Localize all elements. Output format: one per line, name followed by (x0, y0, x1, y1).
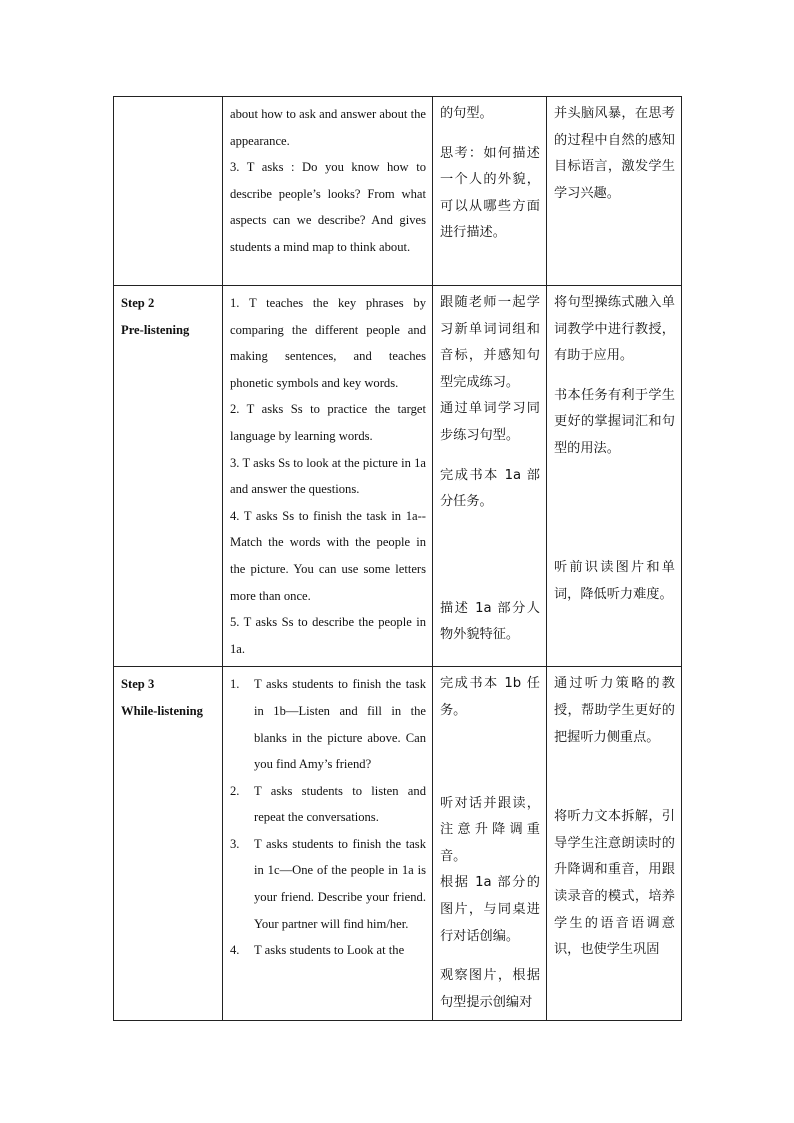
teacher-activity-text: T asks students to Look at the (254, 943, 405, 958)
list-item: 1. T asks students to finish the task in 1b—Listen and fill in the blanks in the picture above. Can you find Amy’s friend? (230, 671, 426, 777)
teacher-activity-text: T asks students to finish the task in 1b—Listen and fill in the blanks in the picture above. Can you find Amy’s friend? (254, 677, 426, 772)
teacher-activity-cell (223, 667, 433, 1021)
teacher-activity-text: 4. T asks Ss to finish the task in 1a-- Match the words with the people in the picture. You can use some letters more than once. (230, 508, 426, 603)
teacher-activity-cell (223, 97, 433, 286)
design-purpose-cell (547, 286, 682, 667)
teacher-activity-text: 3. T asks Ss to look at the picture in 1a and answer the questions. (230, 455, 426, 497)
teacher-activity-text: T asks students to listen and repeat the conversations. (254, 783, 426, 825)
student-activity-cell (433, 667, 547, 1021)
table-row (114, 286, 682, 667)
student-activity-text: 思考：如何描述一个人的外貌，可以从哪些方面进行描述。 (440, 145, 540, 241)
design-purpose-text: 将句型操练式融入单词教学中进行教授，有助于应用。 (554, 295, 675, 364)
design-purpose-cell (547, 667, 682, 1021)
design-purpose-text: 将听力文本拆解，引导学生注意朗读时的升降调和重音，用跟读录音的模式，培养学生的语音语调意识，也使学生巩固 (554, 809, 675, 958)
student-activity-text: 完成书本 1b 任务。 (440, 676, 540, 718)
teacher-activity-text: 3. T asks : Do you know how to describe people’s looks? From what aspects can we describe? And gives students a mind map to think about. (230, 160, 426, 254)
list-item: 2. T asks students to listen and repeat the conversations. (230, 778, 426, 831)
student-activity-text: 的句型。 (440, 106, 493, 121)
design-purpose-text: 通过听力策略的教授，帮助学生更好的把握听力侧重点。 (554, 676, 675, 745)
student-activity-text: 观察图片，根据句型提示创编对 (440, 968, 540, 1010)
teacher-activity-text: T asks students to finish the task in 1c—One of the people in 1a is your friend. Describe your friend. Your partner will find him/her. (254, 836, 426, 931)
phase-label: While-listening (121, 703, 203, 718)
design-purpose-text: 听前识读图片和单词，降低听力难度。 (554, 560, 675, 602)
design-purpose-text: 书本任务有利于学生更好的掌握词汇和句型的用法。 (554, 387, 675, 456)
student-activity-cell (433, 286, 547, 667)
lesson-plan-table (113, 96, 682, 1021)
teacher-activity-text: 5. T asks Ss to describe the people in 1a. (230, 615, 426, 656)
student-activity-text: 根据 1a 部分的图片，与同桌进行对话创编。 (440, 875, 540, 944)
student-activity-cell (433, 97, 547, 286)
list-item: 3. T asks students to finish the task in 1c—One of the people in 1a is your friend. Describe your friend. Your partner will find him/her. (230, 831, 426, 937)
step-label: Step 2 (121, 296, 155, 310)
student-activity-text: 听对话并跟读，注意升降调重音。 (440, 795, 540, 864)
table-row (114, 667, 682, 1021)
teacher-activity-text: 2. T asks Ss to practice the target language by learning words. (230, 402, 426, 443)
step-cell (114, 97, 223, 286)
student-activity-text: 完成书本 1a 部分任务。 (440, 467, 540, 510)
design-purpose-text: 并头脑风暴，在思考的过程中自然的感知目标语言，激发学生学习兴趣。 (554, 106, 675, 201)
step-label: Step 3 (121, 677, 155, 692)
table-row (114, 97, 682, 286)
step-cell (114, 286, 223, 667)
design-purpose-cell (547, 97, 682, 286)
student-activity-text: 通过单词学习同步练习句型。 (440, 401, 540, 443)
student-activity-text: 跟随老师一起学习新单词词组和音标，并感知句型完成练习。 (440, 295, 540, 390)
step-cell (114, 667, 223, 1021)
teacher-activity-text: 1. T teaches the key phrases by comparing the different people and making sentences, and teaches phonetic symbols and key words. (230, 296, 426, 390)
teacher-activity-cell (223, 286, 433, 667)
student-activity-text: 描述 1a 部分人物外貌特征。 (440, 600, 540, 643)
phase-label: Pre-listening (121, 322, 190, 337)
list-item: 4. T asks students to Look at the (230, 937, 426, 964)
teacher-activity-text: about how to ask and answer about the appearance. (230, 107, 426, 148)
